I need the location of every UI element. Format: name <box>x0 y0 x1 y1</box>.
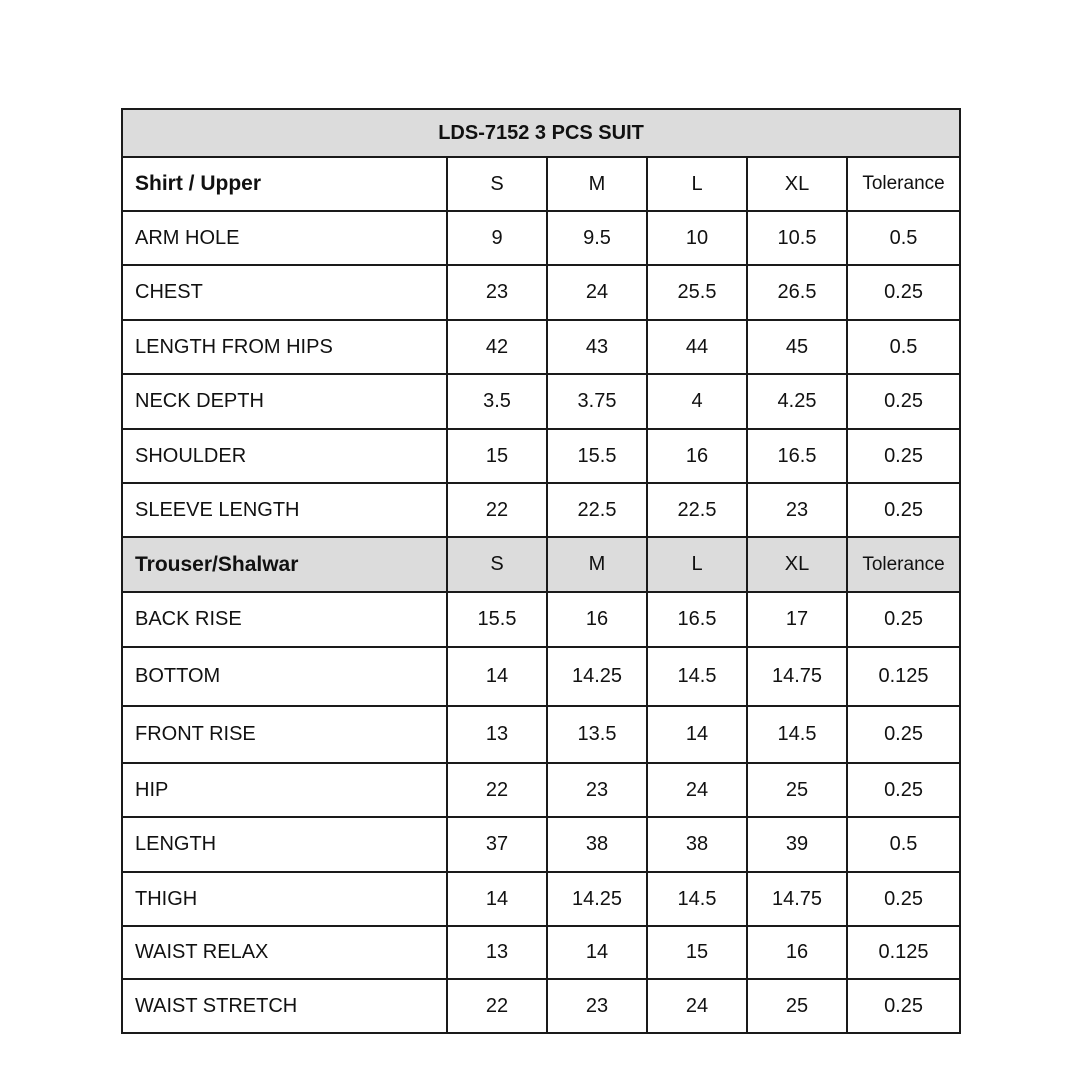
size-value: 15.5 <box>547 429 647 483</box>
chart-title: LDS-7152 3 PCS SUIT <box>122 109 960 157</box>
size-value: 37 <box>447 817 547 872</box>
measurement-row <box>122 706 960 763</box>
measurement-label: LENGTH FROM HIPS <box>122 320 447 374</box>
measurement-label: CHEST <box>122 265 447 320</box>
section-header-row <box>122 537 960 592</box>
size-value: 9.5 <box>547 211 647 265</box>
size-value: 14 <box>547 926 647 979</box>
size-value: 14.25 <box>547 647 647 706</box>
column-header: L <box>647 157 747 211</box>
size-value: 24 <box>647 979 747 1033</box>
measurement-row <box>122 926 960 979</box>
measurement-row <box>122 592 960 647</box>
measurement-label: NECK DEPTH <box>122 374 447 429</box>
tolerance-value: 0.5 <box>847 817 960 872</box>
size-value: 14 <box>447 647 547 706</box>
size-value: 3.75 <box>547 374 647 429</box>
measurement-label: THIGH <box>122 872 447 926</box>
size-value: 3.5 <box>447 374 547 429</box>
measurement-row <box>122 872 960 926</box>
size-value: 9 <box>447 211 547 265</box>
size-value: 17 <box>747 592 847 647</box>
measurement-label: BOTTOM <box>122 647 447 706</box>
column-header: M <box>547 157 647 211</box>
size-chart-table <box>121 108 961 1034</box>
measurement-row <box>122 320 960 374</box>
size-value: 22 <box>447 979 547 1033</box>
size-value: 16.5 <box>747 429 847 483</box>
size-chart-body <box>122 109 960 1033</box>
section-header-row <box>122 157 960 211</box>
size-value: 25 <box>747 979 847 1033</box>
title-row <box>122 109 960 157</box>
size-value: 13.5 <box>547 706 647 763</box>
measurement-row <box>122 817 960 872</box>
size-value: 4 <box>647 374 747 429</box>
column-header: L <box>647 537 747 592</box>
measurement-label: FRONT RISE <box>122 706 447 763</box>
size-value: 38 <box>547 817 647 872</box>
measurement-label: ARM HOLE <box>122 211 447 265</box>
size-value: 23 <box>747 483 847 537</box>
size-value: 22 <box>447 483 547 537</box>
size-value: 14 <box>647 706 747 763</box>
column-header: S <box>447 537 547 592</box>
column-header: S <box>447 157 547 211</box>
measurement-label: SLEEVE LENGTH <box>122 483 447 537</box>
size-value: 22 <box>447 763 547 817</box>
size-value: 14.5 <box>647 872 747 926</box>
size-value: 22.5 <box>647 483 747 537</box>
tolerance-value: 0.25 <box>847 872 960 926</box>
measurement-row <box>122 647 960 706</box>
tolerance-value: 0.25 <box>847 763 960 817</box>
size-value: 15 <box>647 926 747 979</box>
size-value: 38 <box>647 817 747 872</box>
size-value: 15.5 <box>447 592 547 647</box>
measurement-label: LENGTH <box>122 817 447 872</box>
measurement-row <box>122 763 960 817</box>
size-value: 44 <box>647 320 747 374</box>
tolerance-value: 0.25 <box>847 592 960 647</box>
size-value: 16 <box>747 926 847 979</box>
size-value: 10.5 <box>747 211 847 265</box>
column-header: Tolerance <box>847 157 960 211</box>
size-value: 15 <box>447 429 547 483</box>
size-value: 14.75 <box>747 647 847 706</box>
size-value: 24 <box>647 763 747 817</box>
size-value: 14.25 <box>547 872 647 926</box>
tolerance-value: 0.25 <box>847 483 960 537</box>
measurement-label: WAIST RELAX <box>122 926 447 979</box>
section-heading: Trouser/Shalwar <box>122 537 447 592</box>
measurement-label: SHOULDER <box>122 429 447 483</box>
measurement-row <box>122 483 960 537</box>
column-header: XL <box>747 537 847 592</box>
size-value: 23 <box>547 763 647 817</box>
size-value: 23 <box>547 979 647 1033</box>
size-value: 14 <box>447 872 547 926</box>
tolerance-value: 0.25 <box>847 429 960 483</box>
size-value: 10 <box>647 211 747 265</box>
column-header: XL <box>747 157 847 211</box>
size-value: 13 <box>447 926 547 979</box>
size-value: 4.25 <box>747 374 847 429</box>
tolerance-value: 0.25 <box>847 265 960 320</box>
measurement-label: WAIST STRETCH <box>122 979 447 1033</box>
size-value: 39 <box>747 817 847 872</box>
column-header: M <box>547 537 647 592</box>
size-value: 25.5 <box>647 265 747 320</box>
tolerance-value: 0.125 <box>847 647 960 706</box>
size-value: 42 <box>447 320 547 374</box>
size-value: 24 <box>547 265 647 320</box>
measurement-label: HIP <box>122 763 447 817</box>
size-value: 14.75 <box>747 872 847 926</box>
measurement-row <box>122 265 960 320</box>
measurement-row <box>122 979 960 1033</box>
size-value: 43 <box>547 320 647 374</box>
size-value: 16 <box>547 592 647 647</box>
column-header: Tolerance <box>847 537 960 592</box>
tolerance-value: 0.25 <box>847 979 960 1033</box>
section-heading: Shirt / Upper <box>122 157 447 211</box>
size-value: 45 <box>747 320 847 374</box>
size-value: 26.5 <box>747 265 847 320</box>
size-value: 16.5 <box>647 592 747 647</box>
size-value: 22.5 <box>547 483 647 537</box>
size-value: 25 <box>747 763 847 817</box>
size-value: 14.5 <box>747 706 847 763</box>
measurement-row <box>122 429 960 483</box>
size-value: 23 <box>447 265 547 320</box>
tolerance-value: 0.125 <box>847 926 960 979</box>
size-value: 16 <box>647 429 747 483</box>
size-value: 14.5 <box>647 647 747 706</box>
measurement-label: BACK RISE <box>122 592 447 647</box>
tolerance-value: 0.25 <box>847 374 960 429</box>
size-value: 13 <box>447 706 547 763</box>
measurement-row <box>122 374 960 429</box>
tolerance-value: 0.25 <box>847 706 960 763</box>
measurement-row <box>122 211 960 265</box>
tolerance-value: 0.5 <box>847 211 960 265</box>
tolerance-value: 0.5 <box>847 320 960 374</box>
